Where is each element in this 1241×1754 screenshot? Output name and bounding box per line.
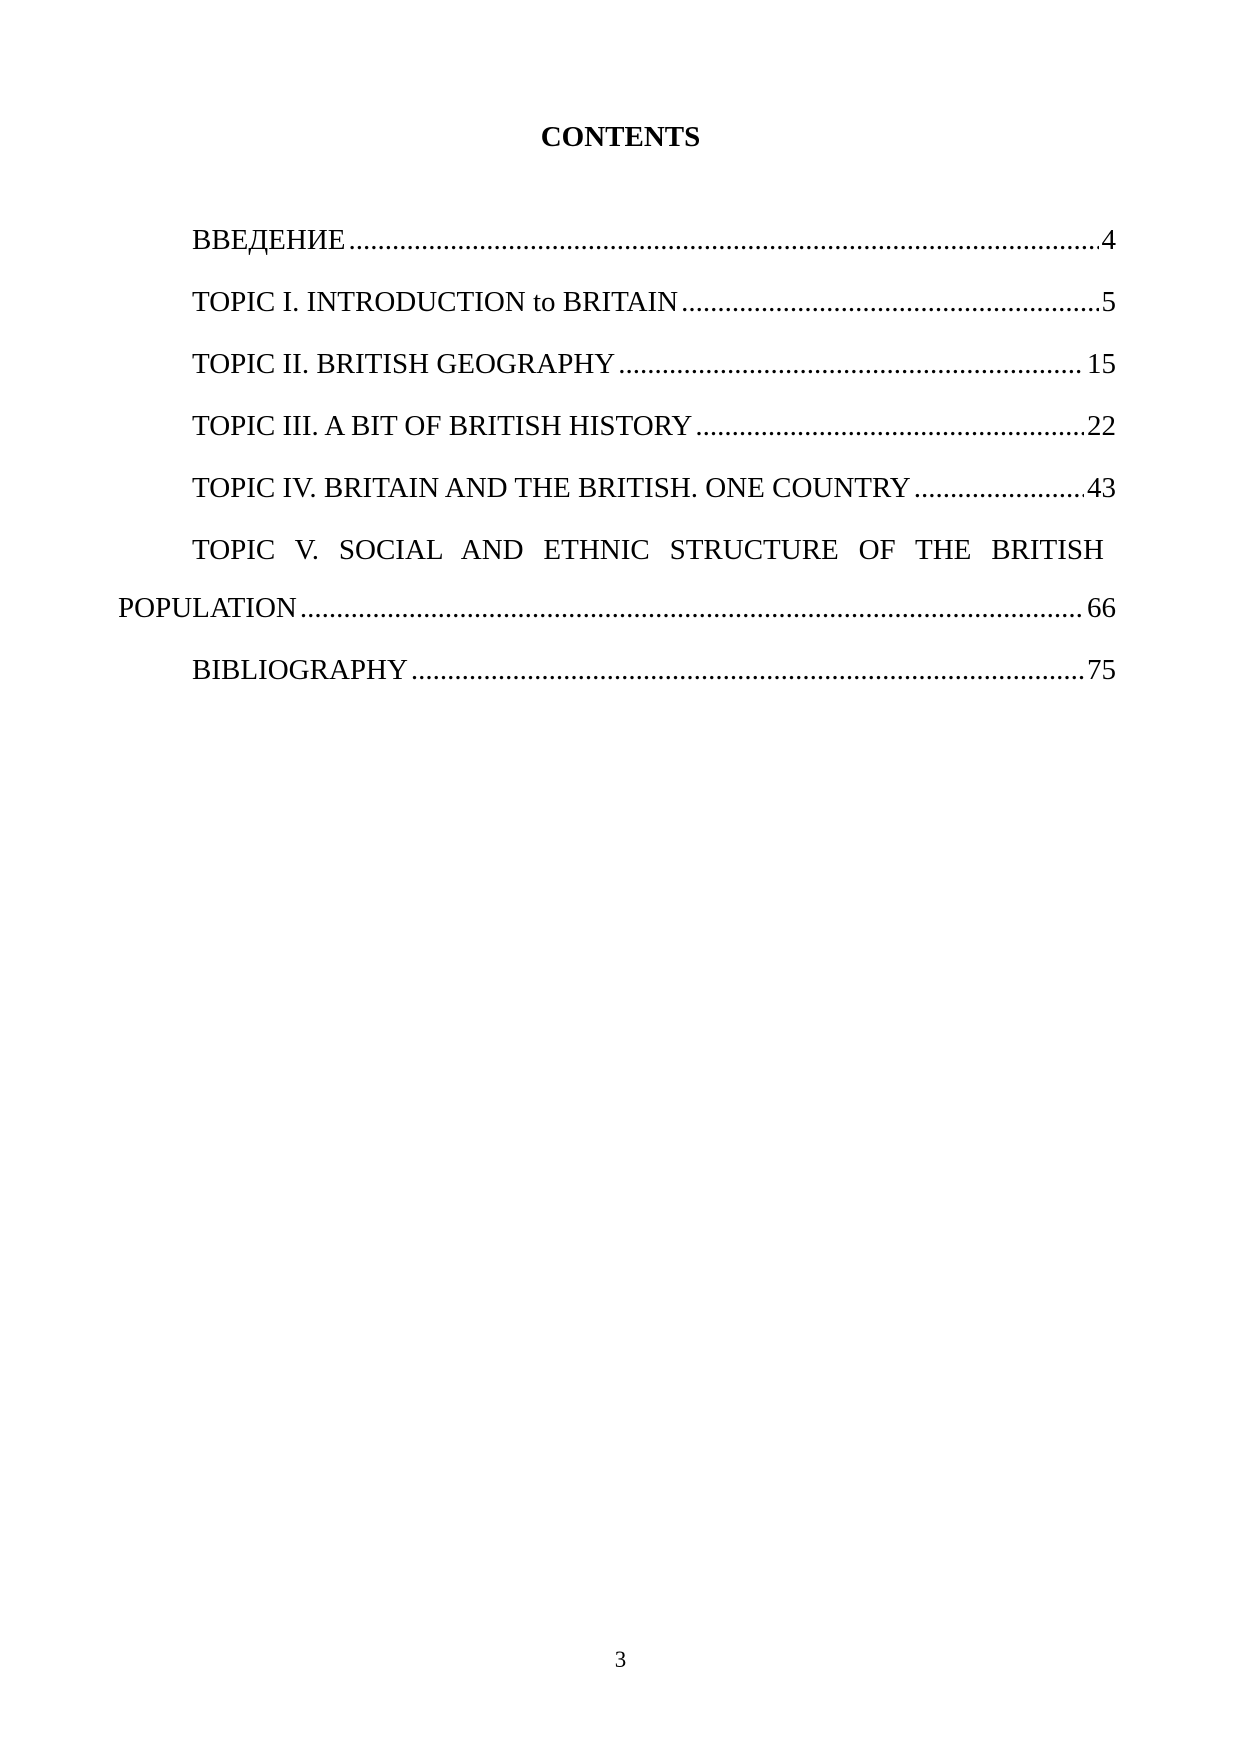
toc-entry-topic-3[interactable]	[118, 408, 1116, 444]
toc-entry-topic-2[interactable]	[118, 346, 1116, 382]
dot-leader	[411, 652, 1084, 688]
dot-leader	[681, 284, 1098, 320]
toc-entry-page-number: 66	[1087, 592, 1116, 624]
toc-entry-label: TOPIC III. A BIT OF BRITISH HISTORY	[192, 410, 693, 442]
toc-entry-page-number: 4	[1101, 224, 1116, 256]
table-of-contents	[118, 222, 1116, 714]
toc-entry-label: TOPIC I. INTRODUCTION to BRITAIN	[192, 286, 679, 318]
toc-entry-label-line2: POPULATION	[118, 592, 297, 624]
toc-entry-label: TOPIC II. BRITISH GEOGRAPHY	[192, 348, 616, 380]
toc-entry-label: TOPIC IV. BRITAIN AND THE BRITISH. ONE COUNTRY	[192, 472, 911, 504]
toc-entry-label-line1: TOPIC V. SOCIAL AND ETHNIC STRUCTURE OF THE BRITISH	[192, 534, 1104, 566]
toc-entry-line2	[118, 590, 1116, 626]
toc-entry-introduction-ru[interactable]	[118, 222, 1116, 258]
toc-entry-page-number: 22	[1087, 410, 1116, 442]
page-title: CONTENTS	[540, 121, 701, 153]
toc-entry-label: ВВЕДЕНИЕ	[192, 224, 346, 256]
toc-entry-topic-1[interactable]	[118, 284, 1116, 320]
dot-leader	[349, 222, 1099, 258]
toc-entry-topic-4[interactable]	[118, 470, 1116, 506]
toc-entry-page-number: 15	[1087, 348, 1116, 380]
page-number: 3	[614, 1647, 627, 1672]
toc-entry-bibliography[interactable]	[118, 652, 1116, 688]
toc-entry-page-number: 75	[1087, 654, 1116, 686]
toc-entry-page-number: 43	[1087, 472, 1116, 504]
dot-leader	[914, 470, 1084, 506]
toc-entry-label: BIBLIOGRAPHY	[192, 654, 408, 686]
toc-entry-topic-5[interactable]	[118, 532, 1116, 626]
toc-entry-page-number: 5	[1101, 286, 1116, 318]
dot-leader	[300, 590, 1084, 626]
dot-leader	[695, 408, 1084, 444]
dot-leader	[618, 346, 1084, 382]
